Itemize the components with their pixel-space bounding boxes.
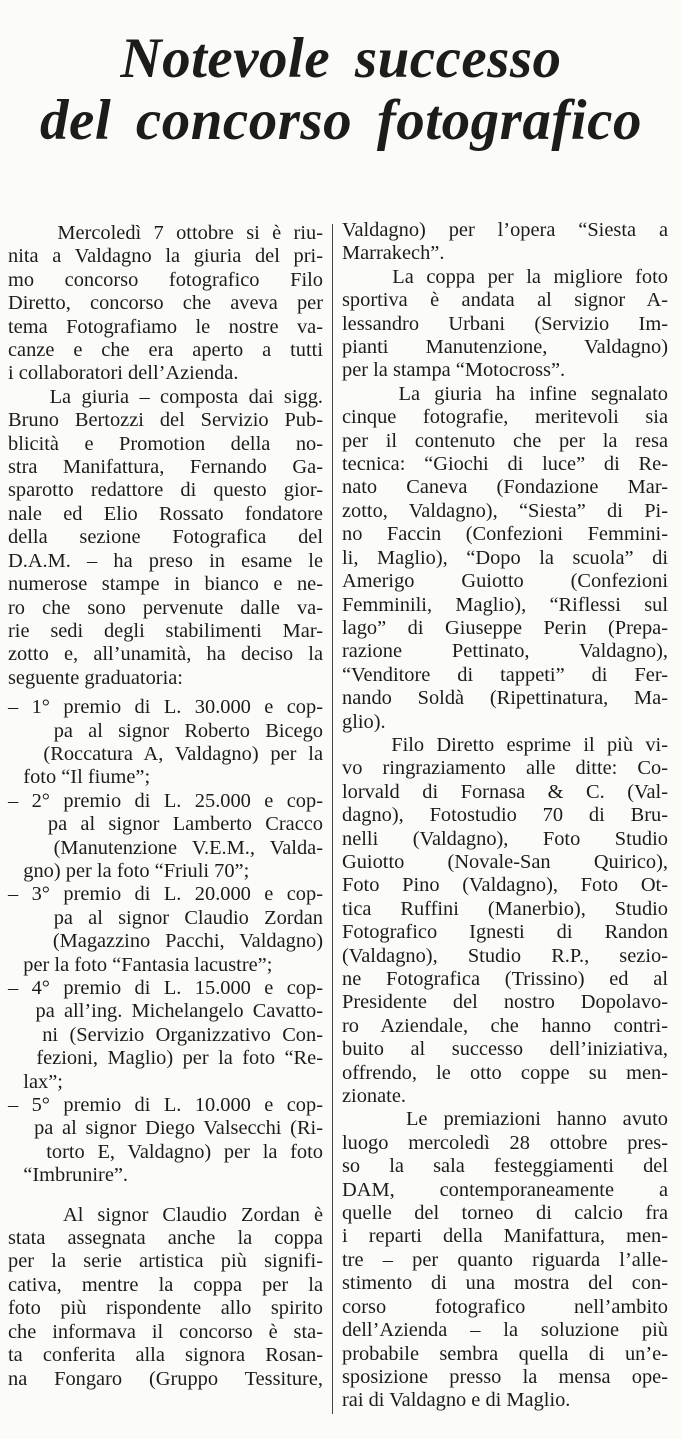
text-line: pa al signor Diego Valsecchi (Ri-	[8, 1117, 323, 1140]
text-line: mo concorso fotografico Filo	[8, 268, 323, 291]
left-text-column	[8, 222, 323, 1391]
text-line: Mercoledì 7 ottobre si è riu-	[8, 222, 323, 244]
text-line: tecnica: “Giochi di luce” di Re-	[342, 453, 668, 476]
text-line: ni (Servizio Organizzativo Con-	[8, 1023, 323, 1046]
text-line: nale ed Elio Rossato fondatore	[8, 502, 323, 525]
text-line: li, Maglio), “Dopo la scuola” di	[342, 546, 668, 569]
text-line: corso fotografico nell’ambito	[342, 1295, 668, 1318]
text-line: tica Ruffini (Manerbio), Studio	[342, 897, 668, 920]
text-line: ro Aziendale, che hanno contri-	[342, 1014, 668, 1037]
text-line: foto più rispondente allo spirito	[8, 1297, 323, 1320]
text-line: nato Caneva (Fondazione Mar-	[342, 476, 668, 499]
text-line: (Magazzino Pacchi, Valdagno)	[8, 930, 323, 953]
text-line: nelli (Valdagno), Foto Studio	[342, 827, 668, 850]
text-line: fezioni, Maglio) per la foto “Re-	[8, 1047, 323, 1070]
text-line: per il contenuto che per la resa	[342, 429, 668, 452]
text-line: La giuria – composta dai sigg.	[8, 385, 323, 408]
text-line: rai di Valdagno e di Maglio.	[342, 1389, 571, 1412]
text-line: – 4° premio di L. 15.000 e cop-	[8, 977, 323, 999]
text-line: Bruno Bertozzi del Servizio Pub-	[8, 409, 323, 432]
text-line: lessandro Urbani (Servizio Im-	[342, 312, 668, 335]
article-headline	[0, 28, 682, 152]
text-line: – 3° premio di L. 20.000 e cop-	[8, 883, 323, 906]
text-line: canze e che era aperto a tutti	[8, 339, 323, 362]
text-line: dagno), Fotostudio 70 di Bru-	[342, 804, 668, 827]
text-line: nita a Valdagno la giuria del pri-	[8, 245, 323, 268]
text-line: per la serie artistica più signifi-	[8, 1250, 323, 1273]
text-line: “Imbrunire”.	[8, 1164, 129, 1187]
text-line: DAM, contemporaneamente a	[342, 1178, 668, 1201]
text-line: lago” di Giuseppe Perin (Prepa-	[342, 616, 668, 639]
text-line: razione Pettinato, Valdagno),	[342, 640, 668, 663]
text-line: Amerigo Guiotto (Confezioni	[342, 570, 668, 593]
text-line: vo ringraziamento alle ditte: Co-	[342, 757, 668, 780]
text-line: Guiotto (Novale-San Quirico),	[342, 850, 668, 873]
text-line: sposizione presso la mensa ope-	[342, 1365, 668, 1388]
text-line: stata assegnata anche la coppa	[8, 1227, 323, 1250]
text-line: stra Manifattura, Fernando Ga-	[8, 456, 323, 479]
text-line: cinque fotografie, meritevoli sia	[342, 406, 668, 429]
right-text-column	[342, 219, 668, 1413]
text-line: (Manutenzione V.E.M., Valda-	[8, 836, 323, 859]
text-line: Marrakech”.	[342, 242, 445, 265]
text-line: buito al successo dell’iniziativa,	[342, 1038, 668, 1061]
text-line: probabile sembra quella di un’e-	[342, 1342, 668, 1365]
text-line: lax”;	[8, 1070, 63, 1093]
text-line: offrendo, le otto coppe su men-	[342, 1061, 668, 1084]
text-line: “Venditore di tappeti” di Fer-	[342, 663, 668, 686]
text-line: zotto e, all’unamità, ha deciso la	[8, 643, 323, 666]
text-line: so la sala festeggiamenti del	[342, 1155, 668, 1178]
text-line: rie sedi degli stabilimenti Mar-	[8, 619, 323, 642]
text-line: sportiva è andata al signor A-	[342, 289, 668, 312]
headline-line-1: Notevole successo	[120, 27, 562, 90]
text-line: ta conferita alla signora Rosan-	[8, 1344, 323, 1367]
text-line: foto “Il fiume”;	[8, 766, 151, 789]
text-line: ro che sono pervenute dalle va-	[8, 596, 323, 619]
text-line: Femminili, Maglio), “Riflessi sul	[342, 593, 668, 616]
text-line: Foto Pino (Valdagno), Foto Ot-	[342, 874, 668, 897]
text-line: (Valdagno), Studio R.P., sezio-	[342, 944, 668, 967]
text-line: lorvald di Fornasa & C. (Val-	[342, 780, 668, 803]
text-line: glio).	[342, 710, 386, 733]
text-line: – 5° premio di L. 10.000 e cop-	[8, 1094, 323, 1117]
text-line: numerose stampe in bianco e ne-	[8, 573, 323, 596]
text-line: per la foto “Fantasia lacustre”;	[8, 953, 273, 976]
column-divider	[332, 224, 333, 1414]
text-line: Fotografico Ignesti di Randon	[342, 921, 668, 944]
text-line: Presidente del nostro Dopolavo-	[342, 991, 668, 1014]
text-line: per la stampa “Motocross”.	[342, 359, 566, 382]
text-line: dell’Azienda – la soluzione più	[342, 1319, 668, 1342]
text-line: i reparti della Manifattura, men-	[342, 1225, 668, 1248]
text-line: pa al signor Lamberto Cracco	[8, 813, 323, 836]
text-line: ne Fotografica (Trissino) ed al	[342, 968, 668, 990]
text-line: cativa, mentre la coppa per la	[8, 1273, 323, 1296]
text-line: gno) per la foto “Friuli 70”;	[8, 859, 250, 882]
text-line: tre – per quanto riguarda l’alle-	[342, 1248, 668, 1271]
text-line: sparotto redattore di questo gior-	[8, 479, 323, 502]
text-line: luogo mercoledì 28 ottobre pres-	[342, 1131, 668, 1154]
text-line: Valdagno) per l’opera “Siesta a	[342, 219, 668, 241]
text-line: (Roccatura A, Valdagno) per la	[8, 742, 323, 765]
text-line: torto E, Valdagno) per la foto	[8, 1140, 323, 1163]
text-line: i collaboratori dell’Azienda.	[8, 362, 239, 385]
text-line: La coppa per la migliore foto	[342, 265, 668, 288]
text-line: pa all’ing. Michelangelo Cavatto-	[8, 1000, 323, 1023]
text-line: nando Soldà (Ripettinatura, Ma-	[342, 687, 668, 710]
text-line: che informava il concorso è sta-	[8, 1320, 323, 1343]
text-line: zionate.	[342, 1085, 406, 1108]
text-line: pa al signor Claudio Zordan	[8, 906, 323, 929]
text-line: pa al signor Roberto Bicego	[8, 719, 323, 742]
text-line: quelle del torneo di calcio fra	[342, 1202, 668, 1225]
text-line: stimento di una mostra del con-	[342, 1272, 668, 1295]
text-line: no Faccin (Confezioni Femmini-	[342, 523, 668, 546]
text-line: zotto, Valdagno), “Siesta” di Pi-	[342, 499, 668, 522]
text-line: – 2° premio di L. 25.000 e cop-	[8, 789, 323, 812]
text-line: Filo Diretto esprime il più vi-	[342, 733, 668, 756]
text-line: tema Fotografiamo le nostre va-	[8, 315, 323, 338]
text-line: – 1° premio di L. 30.000 e cop-	[8, 696, 323, 719]
text-line: La giuria ha infine segnalato	[342, 382, 668, 405]
text-line: Le premiazioni hanno avuto	[342, 1108, 668, 1131]
text-line: seguente graduatoria:	[8, 666, 183, 689]
text-line: della sezione Fotografica del	[8, 526, 323, 549]
text-line: Al signor Claudio Zordan è	[8, 1203, 323, 1226]
headline-line-2: del concorso fotografico	[40, 89, 642, 152]
text-line: Diretto, concorso che aveva per	[8, 292, 323, 315]
text-line: D.A.M. – ha preso in esame le	[8, 549, 323, 572]
text-line: pianti Manutenzione, Valdagno)	[342, 336, 668, 359]
paragraph-gap	[8, 1188, 323, 1204]
text-line: na Fongaro (Gruppo Tessiture,	[8, 1367, 323, 1390]
text-line: blicità e Promotion della no-	[8, 432, 323, 455]
